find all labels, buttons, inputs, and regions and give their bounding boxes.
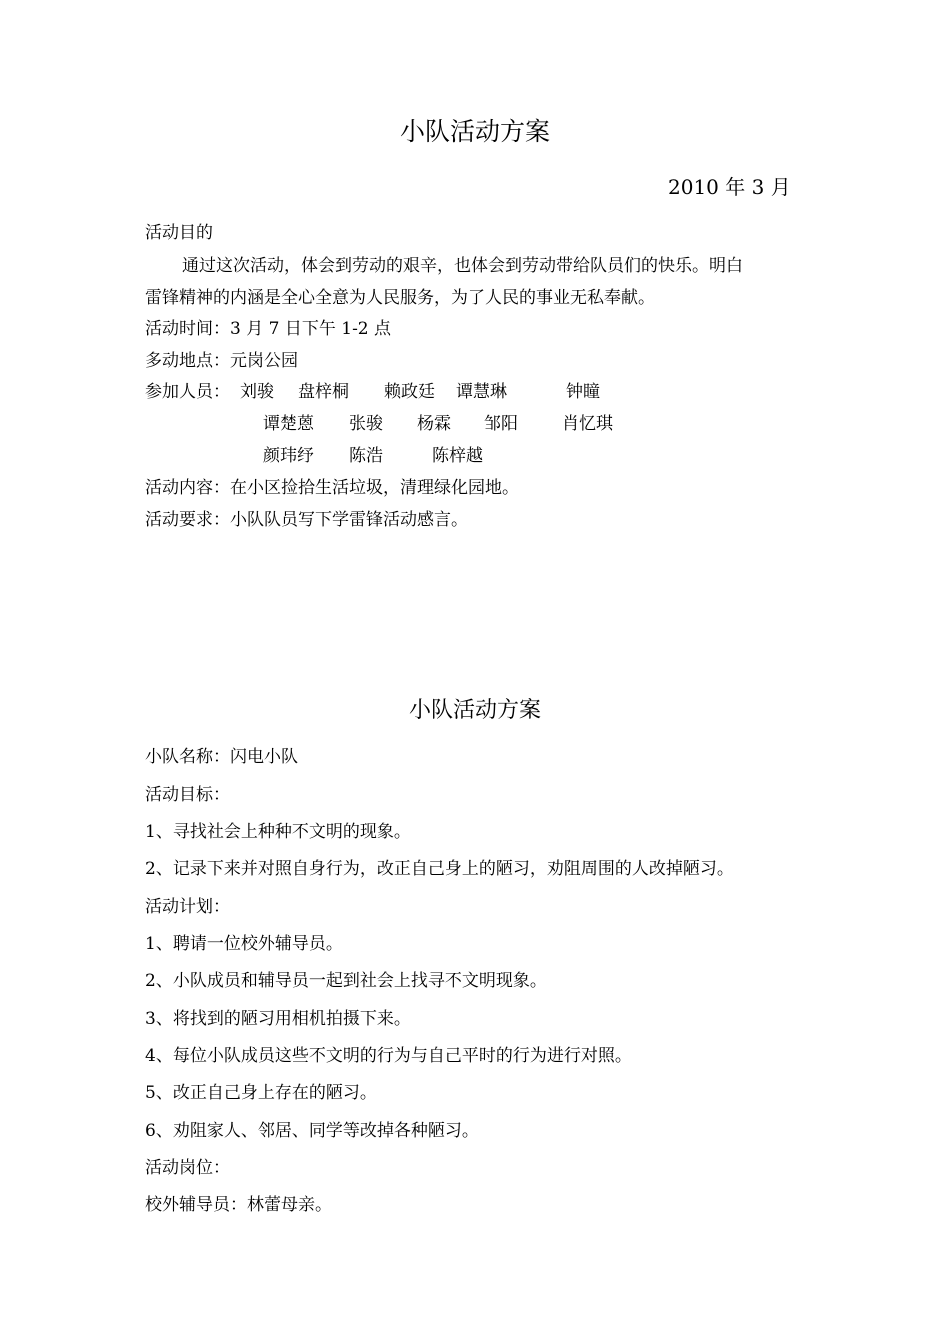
plan-label: 活动计划： <box>145 897 230 917</box>
plan-item: 5、改正自己身上存在的陋习。 <box>145 1083 377 1103</box>
participant: 杨霖 <box>417 414 451 434</box>
purpose-line-1: 通过这次活动，体会到劳动的艰辛，也体会到劳动带给队员们的快乐。明白 <box>182 256 743 276</box>
participant: 赖政廷 <box>384 382 435 402</box>
activity-place: 多动地点：元岗公园 <box>145 351 298 371</box>
participant: 陈梓越 <box>432 446 483 466</box>
plan-item: 1、聘请一位校外辅导员。 <box>145 934 343 954</box>
participant: 张骏 <box>349 414 383 434</box>
goals-label: 活动目标： <box>145 785 230 805</box>
plan-item: 3、将找到的陋习用相机拍摄下来。 <box>145 1009 411 1029</box>
participant: 邹阳 <box>484 414 518 434</box>
participant: 刘骏 <box>240 382 274 402</box>
plan-item: 4、每位小队成员这些不文明的行为与自己平时的行为进行对照。 <box>145 1046 632 1066</box>
activity-time: 活动时间：3 月 7 日下午 1-2 点 <box>145 319 392 339</box>
plan1-title: 小队活动方案 <box>399 117 550 146</box>
participant: 颜玮纾 <box>263 446 314 466</box>
team-name: 小队名称：闪电小队 <box>145 747 298 767</box>
plan1-date: 2010 年 3 月 <box>668 175 791 199</box>
activity-content: 活动内容：在小区捡拾生活垃圾，清理绿化园地。 <box>145 478 519 498</box>
participant: 谭慧琳 <box>456 382 507 402</box>
participant: 肖忆琪 <box>562 414 613 434</box>
participants-label: 参加人员： <box>145 382 230 402</box>
goal-item: 2、记录下来并对照自身行为，改正自己身上的陋习，劝阻周围的人改掉陋习。 <box>145 859 734 879</box>
participant: 盘梓桐 <box>298 382 349 402</box>
participant: 谭楚蒽 <box>263 414 314 434</box>
goal-item: 1、寻找社会上种种不文明的现象。 <box>145 822 411 842</box>
advisor: 校外辅导员：林蕾母亲。 <box>145 1195 332 1215</box>
plan-item: 2、小队成员和辅导员一起到社会上找寻不文明现象。 <box>145 971 547 991</box>
activity-requirement: 活动要求：小队队员写下学雷锋活动感言。 <box>145 510 468 530</box>
plan2-title: 小队活动方案 <box>408 698 541 723</box>
posts-label: 活动岗位： <box>145 1158 230 1178</box>
participant: 钟瞳 <box>566 382 600 402</box>
participant: 陈浩 <box>349 446 383 466</box>
plan-item: 6、劝阻家人、邻居、同学等改掉各种陋习。 <box>145 1121 479 1141</box>
purpose-label: 活动目的 <box>145 223 213 243</box>
purpose-line-2: 雷锋精神的内涵是全心全意为人民服务，为了人民的事业无私奉献。 <box>145 288 655 308</box>
